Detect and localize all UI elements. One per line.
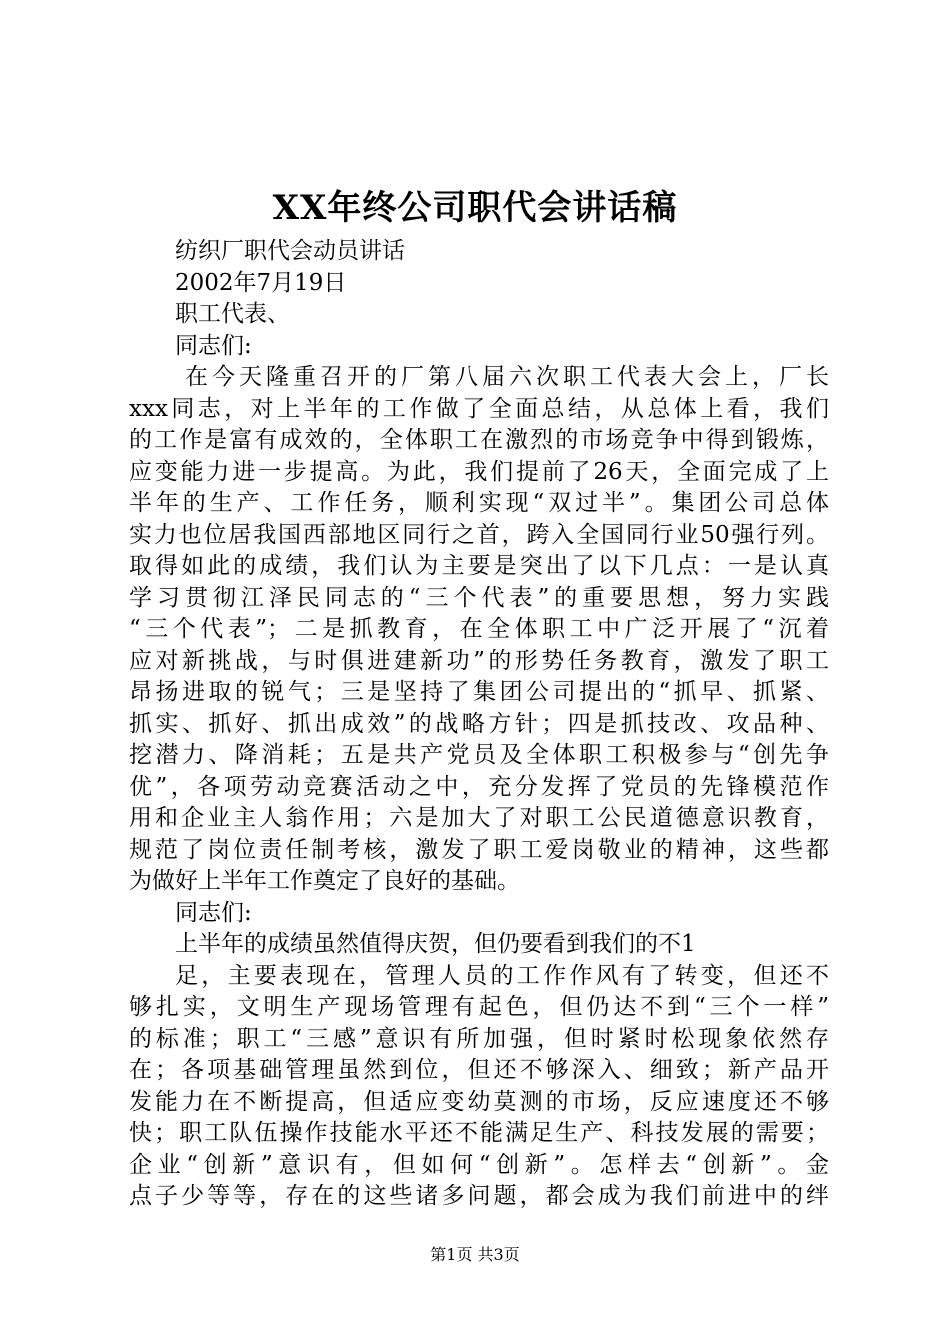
body-line: 同志们: [175, 332, 252, 359]
body-line: 抓实、抓好、抓出成效”的战略方针；四是抓技改、攻品种、 [129, 710, 829, 737]
body-line: 职工代表、 [175, 301, 290, 327]
body-line: 挖潜力、降消耗；五是共产党员及全体职工积极参与“创先争 [129, 742, 829, 768]
body-line: 足，主要表现在，管理人员的工作作风有了转变，但还不 [175, 962, 829, 989]
body-line: 应对新挑战，与时俱进建新功”的形势任务教育，激发了职工 [129, 647, 829, 674]
document-title: XX年终公司职代会讲话稿 [272, 188, 678, 228]
body-line: 昂扬进取的锐气；三是坚持了集团公司提出的“抓早、抓紧、 [129, 679, 829, 705]
body-line: 为做好上半年工作奠定了良好的基础。 [129, 868, 520, 894]
body-line: 优”，各项劳动竞赛活动之中，充分发挥了党员的先锋模范作 [129, 773, 829, 800]
body-line: 上半年的成绩虽然值得庆贺，但仍要看到我们的不1 [175, 931, 696, 957]
body-line: 规范了岗位责任制考核，激发了职工爱岗敬业的精神，这些都 [129, 836, 829, 863]
body-line: 半年的生产、工作任务，顺利实现“双过半”。集团公司总体 [129, 490, 829, 516]
body-line: 的工作是富有成效的，全体职工在激烈的市场竞争中得到锻炼， [129, 427, 829, 453]
body-line: 应变能力进一步提高。为此，我们提前了26天，全面完成了上 [129, 458, 829, 485]
body-line: 纺织厂职代会动员讲话 [175, 238, 405, 264]
body-line: 发能力在不断提高，但适应变幼莫测的市场，反应速度还不够 [129, 1088, 829, 1115]
body-line: xxx同志，对上半年的工作做了全面总结，从总体上看，我们 [129, 395, 829, 422]
body-line: 2002年7月19日 [175, 269, 347, 296]
body-line: “三个代表”；二是抓教育，在全体职工中广泛开展了“沉着 [129, 616, 829, 642]
body-line: 学习贯彻江泽民同志的“三个代表”的重要思想，努力实践 [129, 584, 829, 611]
body-line: 同志们: [175, 899, 252, 926]
body-line: 够扎实，文明生产现场管理有起色，但仍达不到“三个一样” [129, 994, 829, 1020]
body-line: 快；职工队伍操作技能水平还不能满足生产、科技发展的需要； [129, 1120, 829, 1146]
page-footer: 第1页 共3页 [430, 1245, 520, 1264]
body-line: 在今天隆重召开的厂第八届六次职工代表大会上，厂长 [185, 364, 829, 390]
body-line: 在；各项基础管理虽然到位，但还不够深入、细致；新产品开 [129, 1057, 829, 1083]
document-body [129, 236, 829, 1213]
body-line: 点子少等等，存在的这些诸多问题，都会成为我们前进中的绊 [129, 1183, 829, 1209]
body-line: 实力也位居我国西部地区同行之首，跨入全国同行业50强行列。 [129, 521, 829, 548]
body-line: 用和企业主人翁作用；六是加大了对职工公民道德意识教育， [129, 805, 829, 831]
body-line: 取得如此的成绩，我们认为主要是突出了以下几点：一是认真 [129, 553, 829, 579]
body-line: 企业“创新”意识有，但如何“创新”。怎样去“创新”。金 [129, 1151, 829, 1178]
body-line: 的标准；职工“三感”意识有所加强，但时紧时松现象依然存 [129, 1025, 829, 1052]
